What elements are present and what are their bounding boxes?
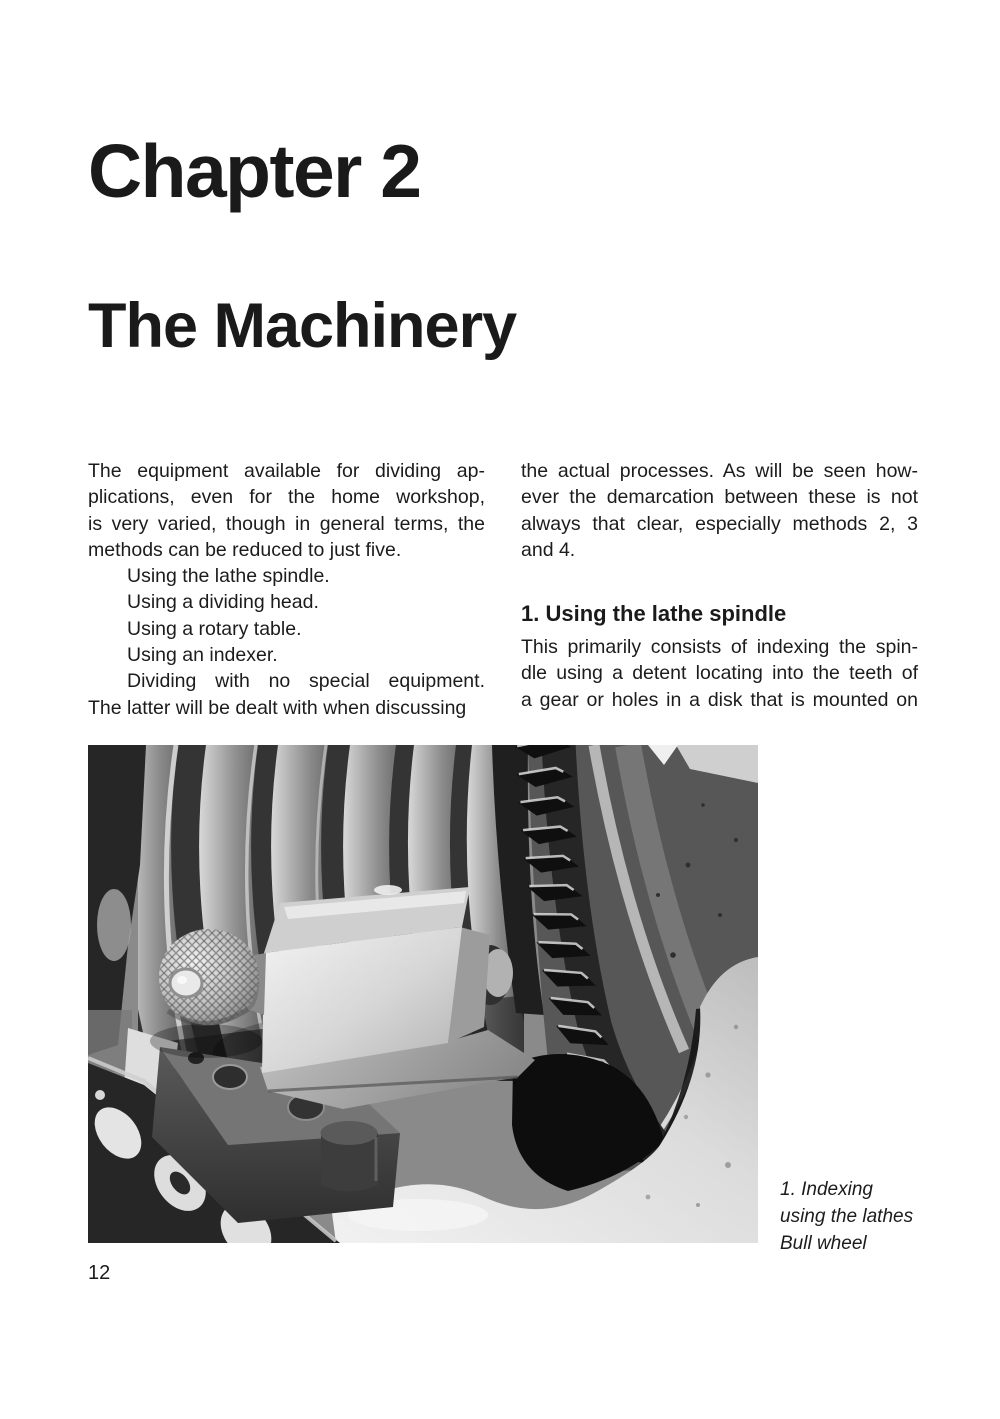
list-item: Using an indexer. [127, 644, 278, 667]
caption-line: Bull wheel [780, 1233, 867, 1254]
text-line: The latter will be dealt with when discussing [88, 696, 467, 719]
text-line: dle using a detent locating into the teeth of [521, 662, 918, 685]
page-title: The Machinery [88, 291, 517, 361]
two-column-text [88, 458, 918, 721]
text-line: The equipment available for dividing ap- [88, 460, 485, 482]
list-item: Dividing with no special equipment. [127, 670, 485, 693]
chapter-heading: Chapter 2 [88, 129, 421, 213]
text-line: is very varied, though in general terms, the [88, 512, 485, 535]
text-line: plications, even for the home workshop, [88, 486, 485, 509]
locating-pin [321, 1121, 379, 1192]
text-line: the actual processes. As will be seen how- [521, 460, 918, 482]
list-item: Using a rotary table. [127, 617, 302, 640]
text-line: a gear or holes in a disk that is mounted on [521, 688, 918, 711]
left-column [88, 458, 485, 721]
text-line: and 4. [521, 538, 576, 561]
section-subheading: 1. Using the lathe spindle [521, 601, 787, 627]
text-line: always that clear, especially methods 2, 3 [521, 512, 918, 535]
caption-line: using the lathes [780, 1206, 914, 1227]
text-line: ever the demarcation between these is not [521, 486, 918, 509]
figure-photo [88, 745, 758, 1243]
text-line: This primarily consists of indexing the spin- [521, 636, 918, 659]
text-line: methods can be reduced to just five. [88, 538, 402, 561]
bull-wheel-photo-illustration [88, 745, 758, 1243]
caption-line: 1. Indexing [780, 1179, 873, 1200]
paragraph [521, 634, 918, 713]
list-item: Using a dividing head. [127, 591, 319, 614]
right-column [521, 458, 918, 721]
figure-caption [780, 1176, 950, 1257]
list-item: Using the lathe spindle. [127, 565, 330, 588]
page-number: 12 [88, 1262, 111, 1284]
